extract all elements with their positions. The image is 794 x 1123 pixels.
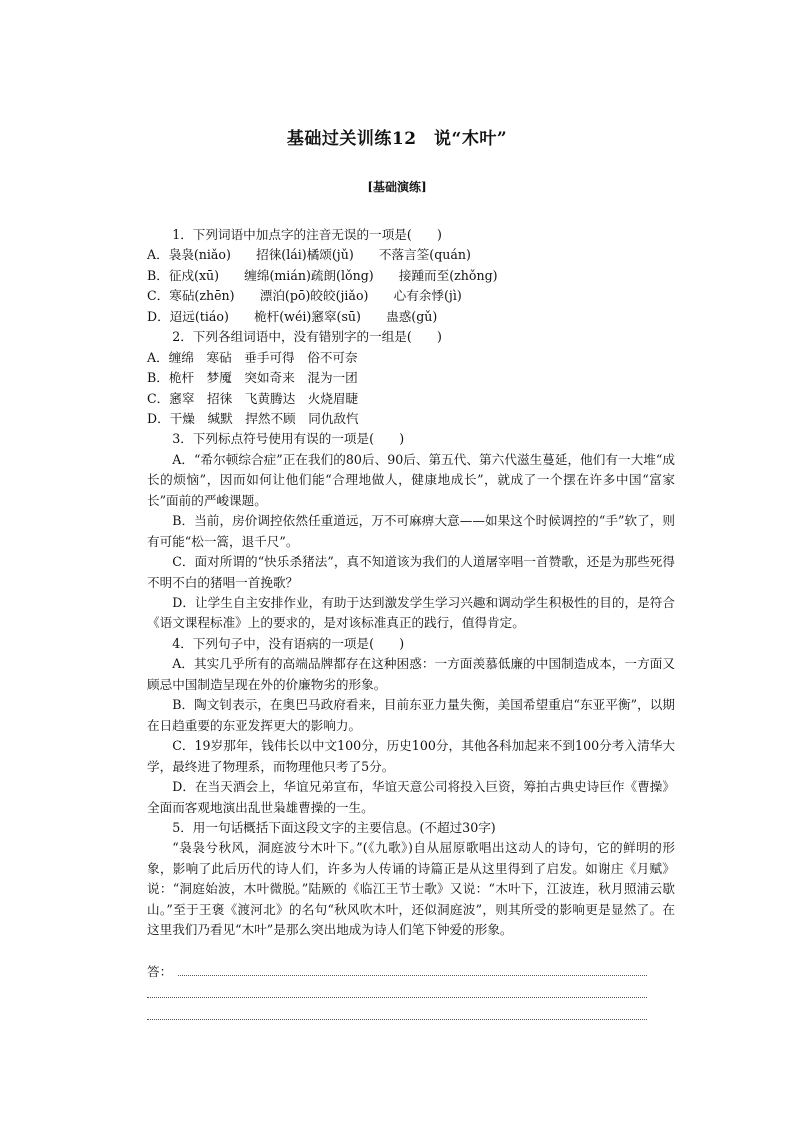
- q2-option-b: B．桅杆 梦魇 突如奇来 混为一团: [147, 370, 358, 386]
- answer-line-1[interactable]: [147, 958, 647, 980]
- q2-option-a: A．缠绵 寒砧 垂手可得 俗不可奈: [147, 349, 358, 365]
- page-title: 基础过关训练12 说“木叶”: [286, 129, 508, 149]
- q1-option-b: B．征戍(xū) 缠绵(mián)疏朗(lǒng) 接踵而至(zhǒng): [147, 267, 498, 283]
- answer-line-2[interactable]: [147, 980, 647, 1002]
- answer-dotted-line: [178, 961, 647, 976]
- q3-option-d: D．让学生自主安排作业，有助于达到激发学生学习兴趣和调动学生积极性的目的，是符合《语文课程标准》上的要求的，是对该标准真正的践行，值得肯定。: [147, 594, 675, 631]
- q5-passage: “袅袅兮秋风，洞庭波兮木叶下。”(《九歌》)自从屈原歌唱出这动人的诗句，它的鲜明的形象，影响了此后历代的诗人们，许多为人传诵的诗篇正是从这里得到了启发。如谢庄《月赋》说：“洞庭始波，木叶微脱。”陆厥的《临江王节士歌》又说：“木叶下，江波连，秋月照浦云歇山。”至于王褒《渡河北》的名句“秋风吹木叶，还似洞庭波”，则其所受的影响更是显然了。在这里我们乃看见“木叶”是那么突出地成为诗人们笔下钟爱的形象。: [147, 840, 675, 938]
- q3-option-c: C．面对所谓的“快乐杀猪法”，真不知道该为我们的人道屠宰唱一首赞歌，还是为那些死得不明不白的猪唱一首挽歌？: [147, 554, 675, 590]
- q2-option-d: D．干燥 缄默 捍然不顾 同仇敌忾: [147, 410, 359, 426]
- q4-option-d: D．在当天酒会上，华谊兄弟宣布，华谊天意公司将投入巨资，筹拍古典史诗巨作《曹操》全面而客观地演出乱世枭雄曹操的一生。: [147, 779, 675, 815]
- q5-stem: 5．用一句话概括下面这段文字的主要信息。(不超过30字): [172, 819, 496, 835]
- q3-option-a: A．“希尔顿综合症”正在我们的80后、90后、第五代、第六代滋生蔓延，他们有一大堆“成长的烦恼”，因而如何让他们能“合理地做人，健康地成长”，就成了一个摆在许多中国“富家长”面前的严峻课题。: [147, 451, 675, 508]
- q1-option-a: A．袅袅(niǎo) 招徕(lái)橘颂(jǔ) 不落言筌(quán): [147, 247, 471, 263]
- q4-option-a: A．其实几乎所有的高端品牌都存在这种困惑：一方面羡慕低廉的中国制造成本，一方面又顾忌中国制造呈现在外的价廉物劣的形象。: [147, 656, 675, 692]
- q1-stem: 1．下列词语中加点字的注音无误的一项是( ): [172, 227, 442, 242]
- question-content: [147, 225, 675, 941]
- q2-stem: 2．下列各组词语中，没有错别字的一组是( ): [172, 329, 442, 345]
- q2-option-c: C．窸窣 招徕 飞黄腾达 火烧眉睫: [147, 390, 359, 406]
- answer-line-3[interactable]: [147, 1002, 647, 1024]
- answer-label: 答：: [147, 964, 173, 979]
- q3-option-b: B．当前，房价调控依然任重道远，万不可麻痹大意——如果这个时候调控的“手”软了，则有可能“松一篙，退千尺”。: [147, 513, 675, 549]
- answer-area: [147, 958, 647, 1024]
- q4-option-b: B．陶文钊表示，在奥巴马政府看来，目前东亚力量失衡，美国希望重启“东亚平衡”，以期在日趋重要的东亚发挥更大的影响力。: [147, 697, 675, 733]
- q3-stem: 3．下列标点符号使用有误的一项是( ): [172, 431, 405, 447]
- q4-stem: 4．下列句子中，没有语病的一项是( ): [172, 635, 405, 651]
- q4-option-c: C．19岁那年，钱伟长以中文100分，历史100分，其他各科加起来不到100分考入清华大学，最终进了物理系，而物理他只考了5分。: [147, 738, 675, 774]
- q1-option-d: D．迢远(tiáo) 桅杆(wéi)窸窣(sū) 蛊惑(gǔ): [147, 308, 438, 324]
- answer-dotted-line: [147, 1005, 647, 1020]
- section-heading: [基础演练]: [367, 180, 427, 194]
- answer-dotted-line: [147, 983, 647, 998]
- q1-option-c: C．寒砧(zhēn) 漂泊(pō)皎皎(jiǎo) 心有余悸(jì): [147, 288, 462, 304]
